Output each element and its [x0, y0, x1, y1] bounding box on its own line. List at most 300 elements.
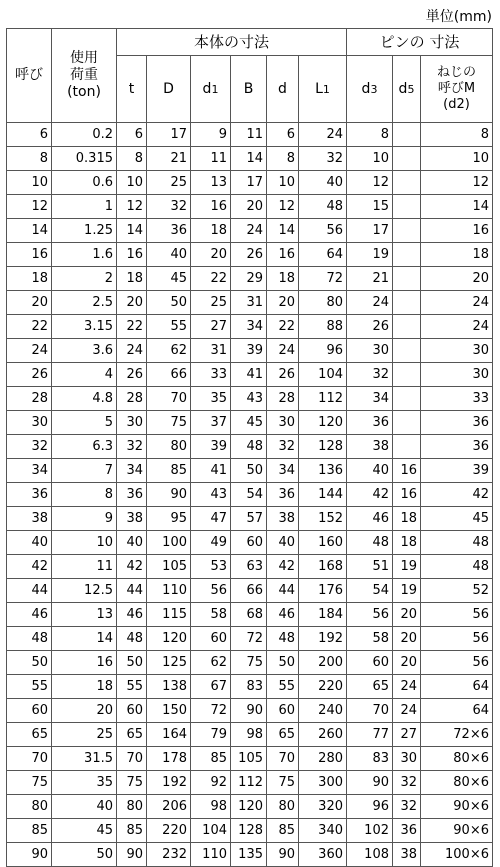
table-row [7, 339, 493, 363]
table-cell: 90 [231, 699, 267, 723]
table-cell: 62 [147, 339, 191, 363]
table-cell: 22 [191, 267, 231, 291]
table-cell: 98 [231, 723, 267, 747]
table-cell: 10 [7, 171, 52, 195]
table-cell: 110 [147, 579, 191, 603]
table-cell: 34 [231, 315, 267, 339]
table-cell: 11 [231, 123, 267, 147]
table-cell: 340 [299, 819, 347, 843]
table-cell: 92 [191, 771, 231, 795]
table-cell: 75 [267, 771, 299, 795]
table-cell: 56 [421, 627, 493, 651]
table-cell: 52 [421, 579, 493, 603]
table-cell: 44 [267, 579, 299, 603]
table-cell: 1 [52, 195, 117, 219]
table-cell: 144 [299, 483, 347, 507]
table-cell: 42 [347, 483, 393, 507]
table-cell: 8 [117, 147, 147, 171]
table-cell: 16 [267, 243, 299, 267]
table-cell: 48 [347, 531, 393, 555]
table-cell: 168 [299, 555, 347, 579]
table-row [7, 243, 493, 267]
table-cell: 25 [147, 171, 191, 195]
table-cell: 56 [347, 603, 393, 627]
table-cell: 4.8 [52, 387, 117, 411]
table-cell: 90 [347, 771, 393, 795]
table-cell: 24 [421, 315, 493, 339]
table-cell: 48 [7, 627, 52, 651]
table-row [7, 843, 493, 867]
table-cell: 85 [117, 819, 147, 843]
table-cell: 36 [393, 819, 421, 843]
table-cell [393, 195, 421, 219]
table-cell: 240 [299, 699, 347, 723]
table-row [7, 195, 493, 219]
table-cell: 104 [191, 819, 231, 843]
table-cell: 48 [267, 627, 299, 651]
table-cell: 70 [347, 699, 393, 723]
table-row [7, 459, 493, 483]
table-row [7, 651, 493, 675]
table-row [7, 555, 493, 579]
table-cell: 72 [299, 267, 347, 291]
table-cell: 70 [7, 747, 52, 771]
table-cell: 12 [267, 195, 299, 219]
table-cell: 10 [421, 147, 493, 171]
table-cell: 1.6 [52, 243, 117, 267]
table-cell: 320 [299, 795, 347, 819]
table-cell: 19 [347, 243, 393, 267]
table-cell: 85 [191, 747, 231, 771]
table-cell: 45 [421, 507, 493, 531]
table-cell: 17 [347, 219, 393, 243]
table-cell: 20 [7, 291, 52, 315]
table-cell: 192 [299, 627, 347, 651]
table-cell: 42 [267, 555, 299, 579]
table-cell: 44 [7, 579, 52, 603]
table-cell: 75 [231, 651, 267, 675]
table-cell: 152 [299, 507, 347, 531]
table-cell: 0.6 [52, 171, 117, 195]
table-cell: 3.15 [52, 315, 117, 339]
table-cell: 39 [231, 339, 267, 363]
table-cell: 3.6 [52, 339, 117, 363]
table-row [7, 603, 493, 627]
table-cell: 112 [299, 387, 347, 411]
table-cell: 60 [347, 651, 393, 675]
table-cell: 16 [7, 243, 52, 267]
table-cell: 45 [147, 267, 191, 291]
table-cell: 66 [147, 363, 191, 387]
table-cell: 30 [117, 411, 147, 435]
table-cell: 20 [393, 627, 421, 651]
table-cell: 38 [117, 507, 147, 531]
table-cell: 88 [299, 315, 347, 339]
table-cell: 30 [7, 411, 52, 435]
table-cell: 90 [147, 483, 191, 507]
table-cell: 77 [347, 723, 393, 747]
table-cell [393, 147, 421, 171]
table-cell: 14 [7, 219, 52, 243]
table-cell: 220 [147, 819, 191, 843]
table-cell: 44 [117, 579, 147, 603]
table-cell: 36 [347, 411, 393, 435]
table-cell: 30 [267, 411, 299, 435]
table-cell: 53 [191, 555, 231, 579]
table-cell: 24 [421, 291, 493, 315]
table-cell: 100×6 [421, 843, 493, 867]
table-cell: 40 [52, 795, 117, 819]
table-cell: 30 [393, 747, 421, 771]
table-cell: 95 [147, 507, 191, 531]
table-cell [393, 387, 421, 411]
table-cell: 41 [191, 459, 231, 483]
table-cell: 46 [347, 507, 393, 531]
table-cell: 280 [299, 747, 347, 771]
table-row [7, 147, 493, 171]
table-cell [393, 339, 421, 363]
table-cell: 10 [347, 147, 393, 171]
table-row [7, 579, 493, 603]
table-cell: 60 [7, 699, 52, 723]
table-cell: 48 [299, 195, 347, 219]
table-cell: 39 [191, 435, 231, 459]
header-sub-4: d [267, 56, 299, 123]
table-cell: 8 [7, 147, 52, 171]
table-cell: 48 [421, 531, 493, 555]
table-cell: 232 [147, 843, 191, 867]
table-cell: 30 [421, 363, 493, 387]
table-cell: 57 [231, 507, 267, 531]
table-cell: 37 [191, 411, 231, 435]
table-cell: 60 [117, 699, 147, 723]
table-cell: 105 [147, 555, 191, 579]
table-cell: 360 [299, 843, 347, 867]
table-cell: 48 [421, 555, 493, 579]
table-cell: 96 [299, 339, 347, 363]
table-cell: 20 [191, 243, 231, 267]
table-row [7, 363, 493, 387]
table-row [7, 723, 493, 747]
table-cell [393, 219, 421, 243]
table-cell: 102 [347, 819, 393, 843]
header-sub-6: d3 [347, 56, 393, 123]
spec-table [6, 28, 493, 867]
header-load-label: 使用 荷重 (ton) [67, 50, 101, 100]
table-cell: 27 [393, 723, 421, 747]
table-cell: 26 [7, 363, 52, 387]
table-cell: 176 [299, 579, 347, 603]
table-cell [393, 123, 421, 147]
table-cell: 17 [231, 171, 267, 195]
table-cell: 110 [191, 843, 231, 867]
table-cell: 138 [147, 675, 191, 699]
table-cell: 90×6 [421, 795, 493, 819]
table-cell: 26 [267, 363, 299, 387]
table-cell [393, 411, 421, 435]
table-cell: 6 [117, 123, 147, 147]
table-cell: 22 [117, 315, 147, 339]
table-cell: 40 [7, 531, 52, 555]
table-cell: 125 [147, 651, 191, 675]
table-cell: 18 [7, 267, 52, 291]
table-cell: 36 [147, 219, 191, 243]
table-cell: 5 [52, 411, 117, 435]
table-cell: 80×6 [421, 747, 493, 771]
table-cell: 79 [191, 723, 231, 747]
table-cell: 72 [231, 627, 267, 651]
table-cell: 38 [393, 843, 421, 867]
table-cell: 41 [231, 363, 267, 387]
table-cell: 104 [299, 363, 347, 387]
table-cell: 21 [347, 267, 393, 291]
table-cell: 20 [421, 267, 493, 291]
table-cell: 54 [231, 483, 267, 507]
table-cell: 55 [267, 675, 299, 699]
table-cell: 70 [267, 747, 299, 771]
table-cell: 16 [421, 219, 493, 243]
unit-label: 単位(mm) [425, 9, 492, 25]
table-cell: 12.5 [52, 579, 117, 603]
table-cell: 30 [347, 339, 393, 363]
table-row [7, 435, 493, 459]
table-cell: 12 [7, 195, 52, 219]
table-cell: 75 [7, 771, 52, 795]
table-cell: 26 [117, 363, 147, 387]
table-row [7, 531, 493, 555]
table-cell: 6.3 [52, 435, 117, 459]
table-cell: 13 [191, 171, 231, 195]
table-cell: 108 [347, 843, 393, 867]
table-cell: 160 [299, 531, 347, 555]
table-cell: 36 [421, 435, 493, 459]
table-cell: 17 [147, 123, 191, 147]
table-cell: 70 [147, 387, 191, 411]
spec-table-container [6, 28, 493, 867]
table-cell: 15 [347, 195, 393, 219]
table-cell: 31 [191, 339, 231, 363]
table-cell: 85 [7, 819, 52, 843]
header-sub-2: d1 [191, 56, 231, 123]
table-cell: 50 [7, 651, 52, 675]
header-sub-3: B [231, 56, 267, 123]
table-cell: 22 [267, 315, 299, 339]
table-cell: 0.315 [52, 147, 117, 171]
table-cell: 90 [7, 843, 52, 867]
table-cell: 24 [7, 339, 52, 363]
table-cell: 80 [267, 795, 299, 819]
table-cell: 6 [7, 123, 52, 147]
table-cell: 136 [299, 459, 347, 483]
table-cell: 10 [267, 171, 299, 195]
table-cell: 38 [267, 507, 299, 531]
table-cell: 36 [117, 483, 147, 507]
table-cell: 100 [147, 531, 191, 555]
table-row [7, 675, 493, 699]
table-cell: 83 [231, 675, 267, 699]
table-cell: 24 [117, 339, 147, 363]
table-cell: 67 [191, 675, 231, 699]
table-cell: 32 [393, 771, 421, 795]
table-cell: 75 [147, 411, 191, 435]
table-cell: 24 [393, 675, 421, 699]
table-row [7, 387, 493, 411]
table-cell: 38 [7, 507, 52, 531]
table-cell: 34 [7, 459, 52, 483]
table-cell: 65 [117, 723, 147, 747]
table-cell: 11 [191, 147, 231, 171]
table-cell: 24 [393, 699, 421, 723]
table-cell: 105 [231, 747, 267, 771]
table-cell: 50 [267, 651, 299, 675]
table-cell: 2 [52, 267, 117, 291]
table-cell: 36 [7, 483, 52, 507]
table-cell: 18 [117, 267, 147, 291]
table-cell: 20 [267, 291, 299, 315]
table-cell: 50 [147, 291, 191, 315]
table-cell: 128 [299, 435, 347, 459]
table-cell: 96 [347, 795, 393, 819]
table-cell: 300 [299, 771, 347, 795]
table-cell: 32 [299, 147, 347, 171]
table-cell: 49 [191, 531, 231, 555]
table-cell: 12 [347, 171, 393, 195]
table-cell: 24 [231, 219, 267, 243]
table-cell: 90 [117, 843, 147, 867]
header-group-pin: ピンの 寸法 [347, 29, 493, 56]
table-cell: 10 [117, 171, 147, 195]
table-cell: 32 [267, 435, 299, 459]
table-cell: 58 [347, 627, 393, 651]
table-cell: 178 [147, 747, 191, 771]
table-cell: 58 [191, 603, 231, 627]
table-cell: 184 [299, 603, 347, 627]
table-cell: 30 [421, 339, 493, 363]
table-cell: 150 [147, 699, 191, 723]
table-cell: 60 [267, 699, 299, 723]
table-cell: 16 [393, 483, 421, 507]
table-cell: 46 [267, 603, 299, 627]
table-cell: 65 [7, 723, 52, 747]
table-cell: 56 [421, 603, 493, 627]
table-cell: 28 [117, 387, 147, 411]
header-sub-7: d5 [393, 56, 421, 123]
table-cell: 19 [393, 555, 421, 579]
table-cell: 36 [267, 483, 299, 507]
table-cell: 20 [117, 291, 147, 315]
header-sub-8: ねじの 呼びM (d2) [421, 56, 493, 123]
table-cell: 46 [117, 603, 147, 627]
table-cell: 40 [147, 243, 191, 267]
table-cell: 28 [267, 387, 299, 411]
table-cell: 64 [421, 699, 493, 723]
table-cell: 24 [347, 291, 393, 315]
table-row [7, 291, 493, 315]
table-cell: 50 [117, 651, 147, 675]
table-cell: 8 [347, 123, 393, 147]
table-cell: 18 [52, 675, 117, 699]
header-name: 呼び [7, 29, 52, 123]
table-cell: 28 [7, 387, 52, 411]
table-row [7, 267, 493, 291]
table-cell: 42 [117, 555, 147, 579]
table-row [7, 795, 493, 819]
header-sub-0: t [117, 56, 147, 123]
table-cell: 24 [299, 123, 347, 147]
table-cell: 32 [393, 795, 421, 819]
table-cell: 34 [117, 459, 147, 483]
table-cell: 66 [231, 579, 267, 603]
table-cell: 29 [231, 267, 267, 291]
table-cell: 128 [231, 819, 267, 843]
table-cell: 72 [191, 699, 231, 723]
table-cell: 10 [52, 531, 117, 555]
table-cell: 20 [393, 651, 421, 675]
table-row [7, 315, 493, 339]
table-cell: 65 [267, 723, 299, 747]
table-cell: 120 [147, 627, 191, 651]
table-cell: 19 [393, 579, 421, 603]
table-cell: 14 [421, 195, 493, 219]
table-cell: 40 [117, 531, 147, 555]
table-cell: 55 [7, 675, 52, 699]
table-cell: 18 [393, 507, 421, 531]
table-cell: 112 [231, 771, 267, 795]
table-cell [393, 267, 421, 291]
table-cell: 43 [191, 483, 231, 507]
table-row [7, 627, 493, 651]
table-cell [393, 363, 421, 387]
table-cell: 20 [393, 603, 421, 627]
table-cell: 14 [117, 219, 147, 243]
table-cell: 22 [7, 315, 52, 339]
table-cell: 34 [347, 387, 393, 411]
table-cell: 16 [52, 651, 117, 675]
table-cell: 40 [347, 459, 393, 483]
table-cell: 60 [231, 531, 267, 555]
table-cell: 12 [421, 171, 493, 195]
table-cell: 18 [421, 243, 493, 267]
table-cell: 260 [299, 723, 347, 747]
table-cell: 27 [191, 315, 231, 339]
table-cell: 33 [191, 363, 231, 387]
table-cell: 51 [347, 555, 393, 579]
table-cell: 64 [421, 675, 493, 699]
table-cell: 56 [421, 651, 493, 675]
table-cell: 68 [231, 603, 267, 627]
table-cell: 20 [52, 699, 117, 723]
table-cell: 25 [52, 723, 117, 747]
table-cell: 8 [421, 123, 493, 147]
table-cell [393, 171, 421, 195]
table-cell: 32 [347, 363, 393, 387]
table-cell: 70 [117, 747, 147, 771]
table-row [7, 483, 493, 507]
table-cell: 55 [147, 315, 191, 339]
table-row [7, 507, 493, 531]
table-cell: 56 [299, 219, 347, 243]
table-cell: 7 [52, 459, 117, 483]
table-row [7, 771, 493, 795]
table-cell: 115 [147, 603, 191, 627]
table-cell: 45 [52, 819, 117, 843]
header-sub-5: L1 [299, 56, 347, 123]
table-cell: 55 [117, 675, 147, 699]
table-cell [393, 291, 421, 315]
table-cell: 90×6 [421, 819, 493, 843]
table-cell: 85 [147, 459, 191, 483]
table-row [7, 747, 493, 771]
